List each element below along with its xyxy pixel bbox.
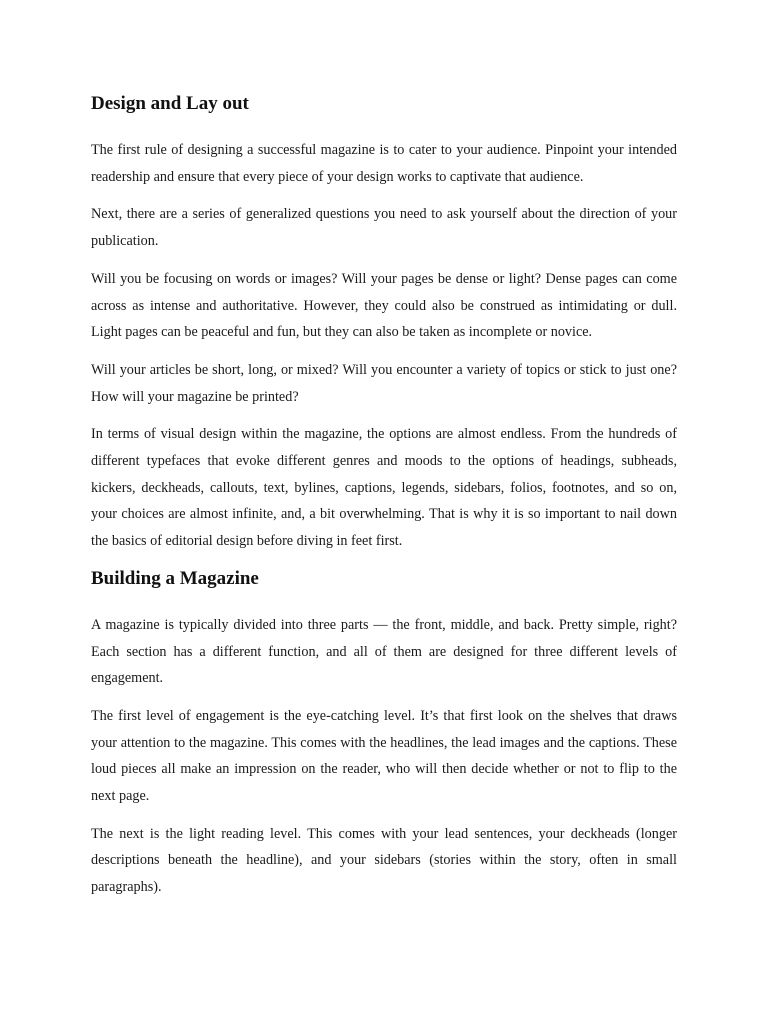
document-page <box>91 90 677 901</box>
paragraph: Next, there are a series of generalized questions you need to ask yourself about the direction of your publication. <box>91 206 677 250</box>
section-heading-design-layout: Design and Lay out <box>91 93 249 114</box>
paragraph: The next is the light reading level. This comes with your lead sentences, your deckheads (longer descriptions beneath the headline), and your sidebars (stories within the story, often in small paragraphs). <box>91 825 677 896</box>
paragraph: A magazine is typically divided into three parts — the front, middle, and back. Pretty simple, right? Each section has a different function, and all of them are designed for three different levels of engagement. <box>91 616 677 687</box>
paragraph: The first rule of designing a successful magazine is to cater to your audience. Pinpoint your intended readership and ensure that every piece of your design works to captivate that audience. <box>91 142 677 185</box>
paragraph: The first level of engagement is the eye-catching level. It’s that first look on the shelves that draws your attention to the magazine. This comes with the headlines, the lead images and the captions. These loud pieces all make an impression on the reader, who will then decide whether or not to flip to the next page. <box>91 707 677 805</box>
paragraph: Will you be focusing on words or images? Will your pages be dense or light? Dense pages can come across as intense and authoritative. However, they could also be construed as intimidating or dull. Light pages can be peaceful and fun, but they can also be taken as incomplete or novice. <box>91 270 677 341</box>
paragraph: In terms of visual design within the magazine, the options are almost endless. From the hundreds of different typefaces that evoke different genres and moods to the options of headings, subheads, kickers, deckheads, callouts, text, bylines, captions, legends, sidebars, folios, footnotes, and so on, your choices are almost infinite, and, a bit overwhelming. That is why it is so important to nail down the basics of editorial design before diving in feet first. <box>91 426 677 550</box>
paragraph: Will your articles be short, long, or mixed? Will you encounter a variety of topics or stick to just one? How will your magazine be printed? <box>91 361 677 405</box>
section-heading-building-magazine: Building a Magazine <box>91 567 259 589</box>
